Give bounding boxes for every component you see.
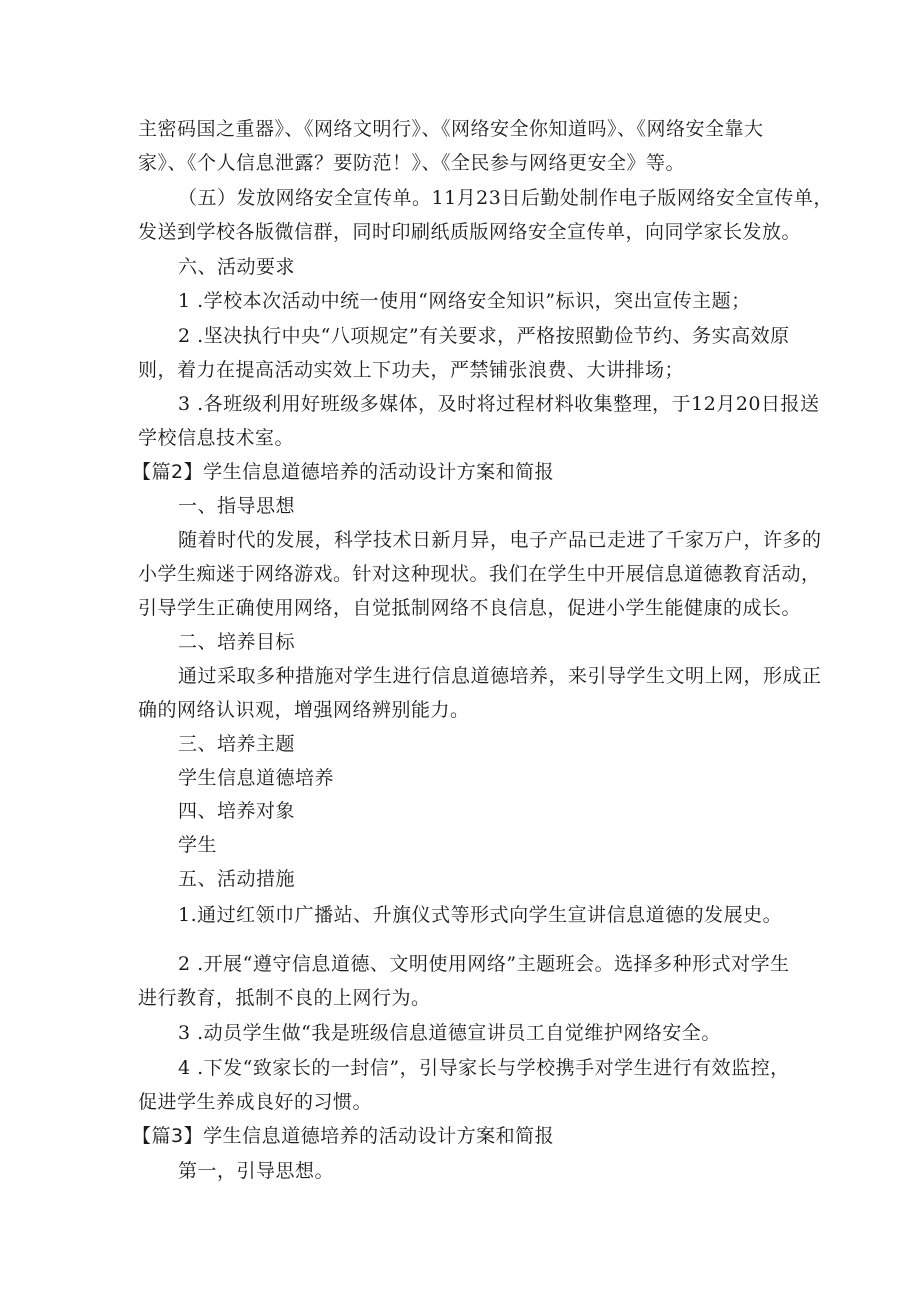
section-heading: 第一，引导思想。 [178,1160,335,1182]
paragraph-line: 学生信息道德培养 [178,767,335,789]
list-item: 1.通过红领巾广播站、升旗仪式等形式向学生宣讲信息道德的发展史。 [178,904,783,926]
paragraph-line: 随着时代的发展，科学技术日新月异，电子产品已走进了千家万户，许多的 [178,529,822,551]
paragraph-line: 促进学生养成良好的习惯。 [138,1091,373,1113]
paragraph-line: 学校信息技术室。 [138,427,295,449]
article-heading: 【篇2】学生信息道德培养的活动设计方案和简报 [132,461,555,483]
paragraph-line: 进行教育，抵制不良的上网行为。 [138,987,431,1009]
list-item: 2 .坚决执行中央“八项规定”有关要求，严格按照勤俭节约、务实高效原 [178,325,790,347]
paragraph-line: 家》、《个人信息泄露？要防范！》、《全民参与网络更安全》等。 [138,152,686,174]
section-heading: 三、培养主题 [178,733,296,755]
article-heading: 【篇3】学生信息道德培养的活动设计方案和简报 [132,1125,555,1147]
section-heading: 二、培养目标 [178,631,296,653]
paragraph-line: 则，着力在提高活动实效上下功夫，严禁铺张浪费、大讲排场； [138,359,685,381]
paragraph-line: 小学生痴迷于网络游戏。针对这种现状。我们在学生中开展信息道德教育活动， [138,563,821,585]
section-heading: 四、培养对象 [178,800,296,822]
list-item: 3 .各班级利用好班级多媒体，及时将过程材料收集整理，于12月20日报送 [178,393,820,415]
paragraph-line: 发送到学校各版微信群，同时印刷纸质版网络安全宣传单，向同学家长发放。 [138,221,802,243]
list-item: 3 .动员学生做“我是班级信息道德宣讲员工自觉维护网络安全。 [178,1022,721,1044]
list-item: 2 .开展“遵守信息道德、文明使用网络”主题班会。选择多种形式对学生 [178,953,790,975]
list-item: 4 .下发“致家长的一封信”，引导家长与学校携手对学生进行有效监控， [178,1057,790,1079]
section-heading: 一、指导思想 [178,495,296,517]
paragraph-line: 确的网络认识观，增强网络辨别能力。 [138,699,470,721]
paragraph-line: 学生 [178,834,218,856]
paragraph-line: 引导学生正确使用网络，自觉抵制网络不良信息，促进小学生能健康的成长。 [138,597,802,619]
list-item: 1 .学校本次活动中统一使用“网络安全知识”标识，突出宣传主题； [178,290,751,312]
section-heading: 五、活动措施 [178,868,296,890]
paragraph-line: （五）发放网络安全宣传单。11月23日后勤处制作电子版网络安全宣传单， [178,187,833,209]
paragraph-line: 通过采取多种措施对学生进行信息道德培养，来引导学生文明上网，形成正 [178,665,822,687]
section-heading: 六、活动要求 [178,256,296,278]
paragraph-line: 主密码国之重器》、《网络文明行》、《网络安全你知道吗》、《网络安全靠大 [138,118,764,140]
